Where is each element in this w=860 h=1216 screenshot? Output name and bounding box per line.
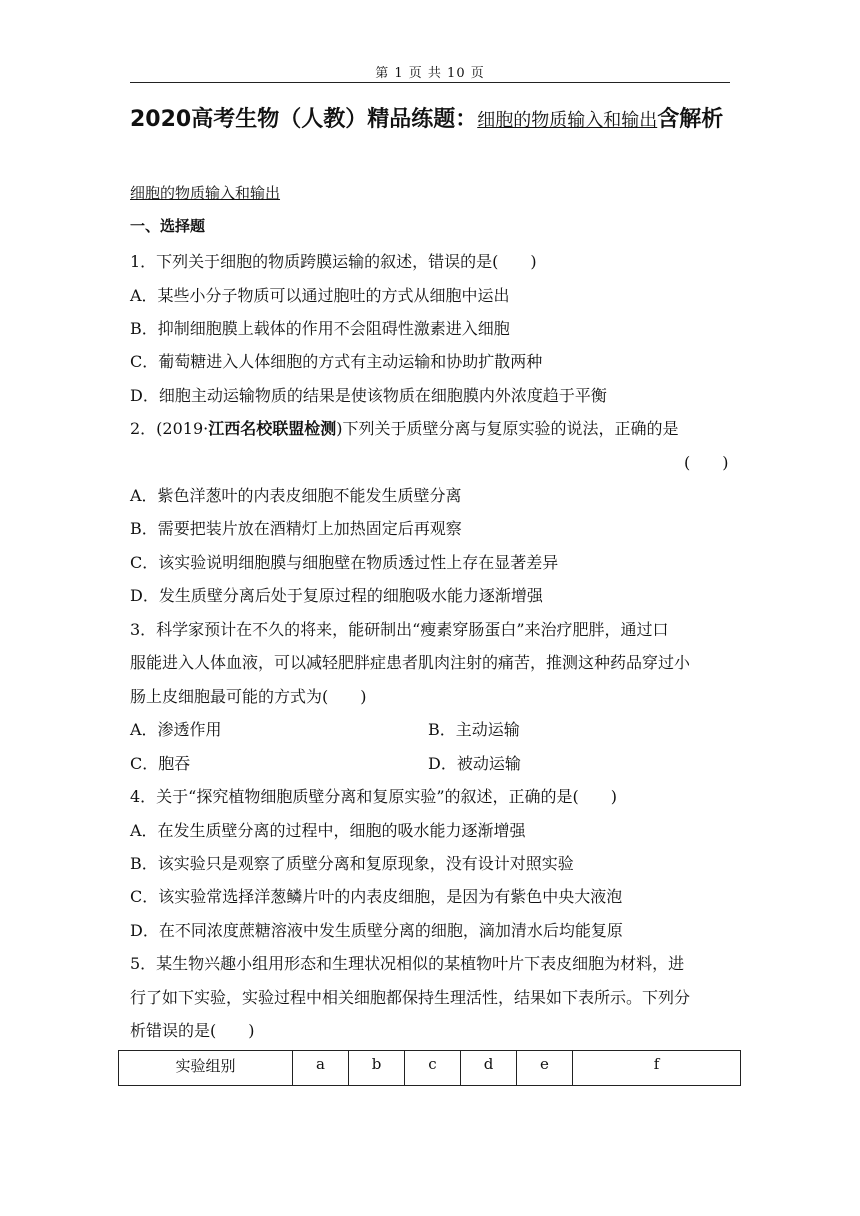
- section-topic-link[interactable]: 细胞的物质输入和输出: [130, 184, 281, 202]
- question-3-line-3: 肠上皮细胞最可能的方式为( ): [130, 687, 367, 706]
- question-2-option-d: D．发生质壁分离后处于复原过程的细胞吸水能力逐渐增强: [130, 586, 543, 605]
- question-1-option-a: A．某些小分子物质可以通过胞吐的方式从细胞中运出: [130, 286, 510, 305]
- question-4-option-c: C．该实验常选择洋葱鳞片叶的内表皮细胞，是因为有紫色中央大液泡: [130, 887, 623, 906]
- question-4-option-a: A．在发生质壁分离的过程中，细胞的吸水能力逐渐增强: [130, 821, 526, 840]
- question-2-bracket: ( ): [684, 453, 729, 472]
- title-main: 2020高考生物（人教）精品练题：: [130, 107, 478, 132]
- document-title: [130, 102, 740, 133]
- table-header-cell: f: [573, 1051, 741, 1086]
- table-header-cell: d: [461, 1051, 517, 1086]
- question-3-option-b: B．主动运输: [428, 720, 520, 739]
- question-1-stem: 1．下列关于细胞的物质跨膜运输的叙述，错误的是( ): [130, 252, 537, 271]
- question-2-prefix: 2．(2019·: [130, 419, 209, 438]
- results-table: [118, 1050, 741, 1086]
- question-1-option-d: D．细胞主动运输物质的结果是使该物质在细胞膜内外浓度趋于平衡: [130, 386, 607, 405]
- header-rule: [130, 82, 730, 83]
- page-header: 第 1 页 共 10 页: [375, 66, 485, 81]
- section-heading: 一、选择题: [130, 217, 206, 235]
- table-header-cell: c: [405, 1051, 461, 1086]
- title-suffix: 含解析: [657, 107, 724, 132]
- question-1-option-b: B．抑制细胞膜上载体的作用不会阻碍性激素进入细胞: [130, 319, 510, 338]
- question-4-option-b: B．该实验只是观察了质壁分离和复原现象，没有设计对照实验: [130, 854, 574, 873]
- question-2-option-b: B．需要把装片放在酒精灯上加热固定后再观察: [130, 519, 462, 538]
- question-3-line-1: 3．科学家预计在不久的将来，能研制出“瘦素穿肠蛋白”来治疗肥胖，通过口: [130, 620, 669, 639]
- question-5-line-2: 行了如下实验，实验过程中相关细胞都保持生理活性，结果如下表所示。下列分: [130, 988, 691, 1007]
- table-header-row: [119, 1051, 741, 1086]
- question-3-option-d: D．被动运输: [428, 754, 521, 773]
- question-3-option-a: A．渗透作用: [130, 720, 222, 739]
- title-topic-link[interactable]: 细胞的物质输入和输出: [477, 110, 658, 131]
- question-2-text: )下列关于质壁分离与复原实验的说法，正确的是: [336, 419, 679, 438]
- table-header-cell: b: [349, 1051, 405, 1086]
- question-2-stem: [130, 416, 679, 439]
- question-2-option-a: A．紫色洋葱叶的内表皮细胞不能发生质壁分离: [130, 486, 462, 505]
- table-header-cell: e: [517, 1051, 573, 1086]
- question-2-option-c: C．该实验说明细胞膜与细胞壁在物质透过性上存在显著差异: [130, 553, 559, 572]
- question-4-stem: 4．关于“探究植物细胞质壁分离和复原实验”的叙述，正确的是( ): [130, 787, 618, 806]
- table-header-cell: a: [293, 1051, 349, 1086]
- question-3-option-c: C．胞吞: [130, 754, 191, 773]
- question-2-source: 江西名校联盟检测: [208, 419, 337, 438]
- table-header-cell: 实验组别: [119, 1051, 293, 1086]
- question-4-option-d: D．在不同浓度蔗糖溶液中发生质壁分离的细胞，滴加清水后均能复原: [130, 921, 623, 940]
- question-3-line-2: 服能进入人体血液，可以减轻肥胖症患者肌肉注射的痛苦，推测这种药品穿过小: [130, 653, 691, 672]
- question-1-option-c: C．葡萄糖进入人体细胞的方式有主动运输和协助扩散两种: [130, 352, 543, 371]
- question-5-line-1: 5．某生物兴趣小组用形态和生理状况相似的某植物叶片下表皮细胞为材料，进: [130, 954, 685, 973]
- question-5-line-3: 析错误的是( ): [130, 1021, 255, 1040]
